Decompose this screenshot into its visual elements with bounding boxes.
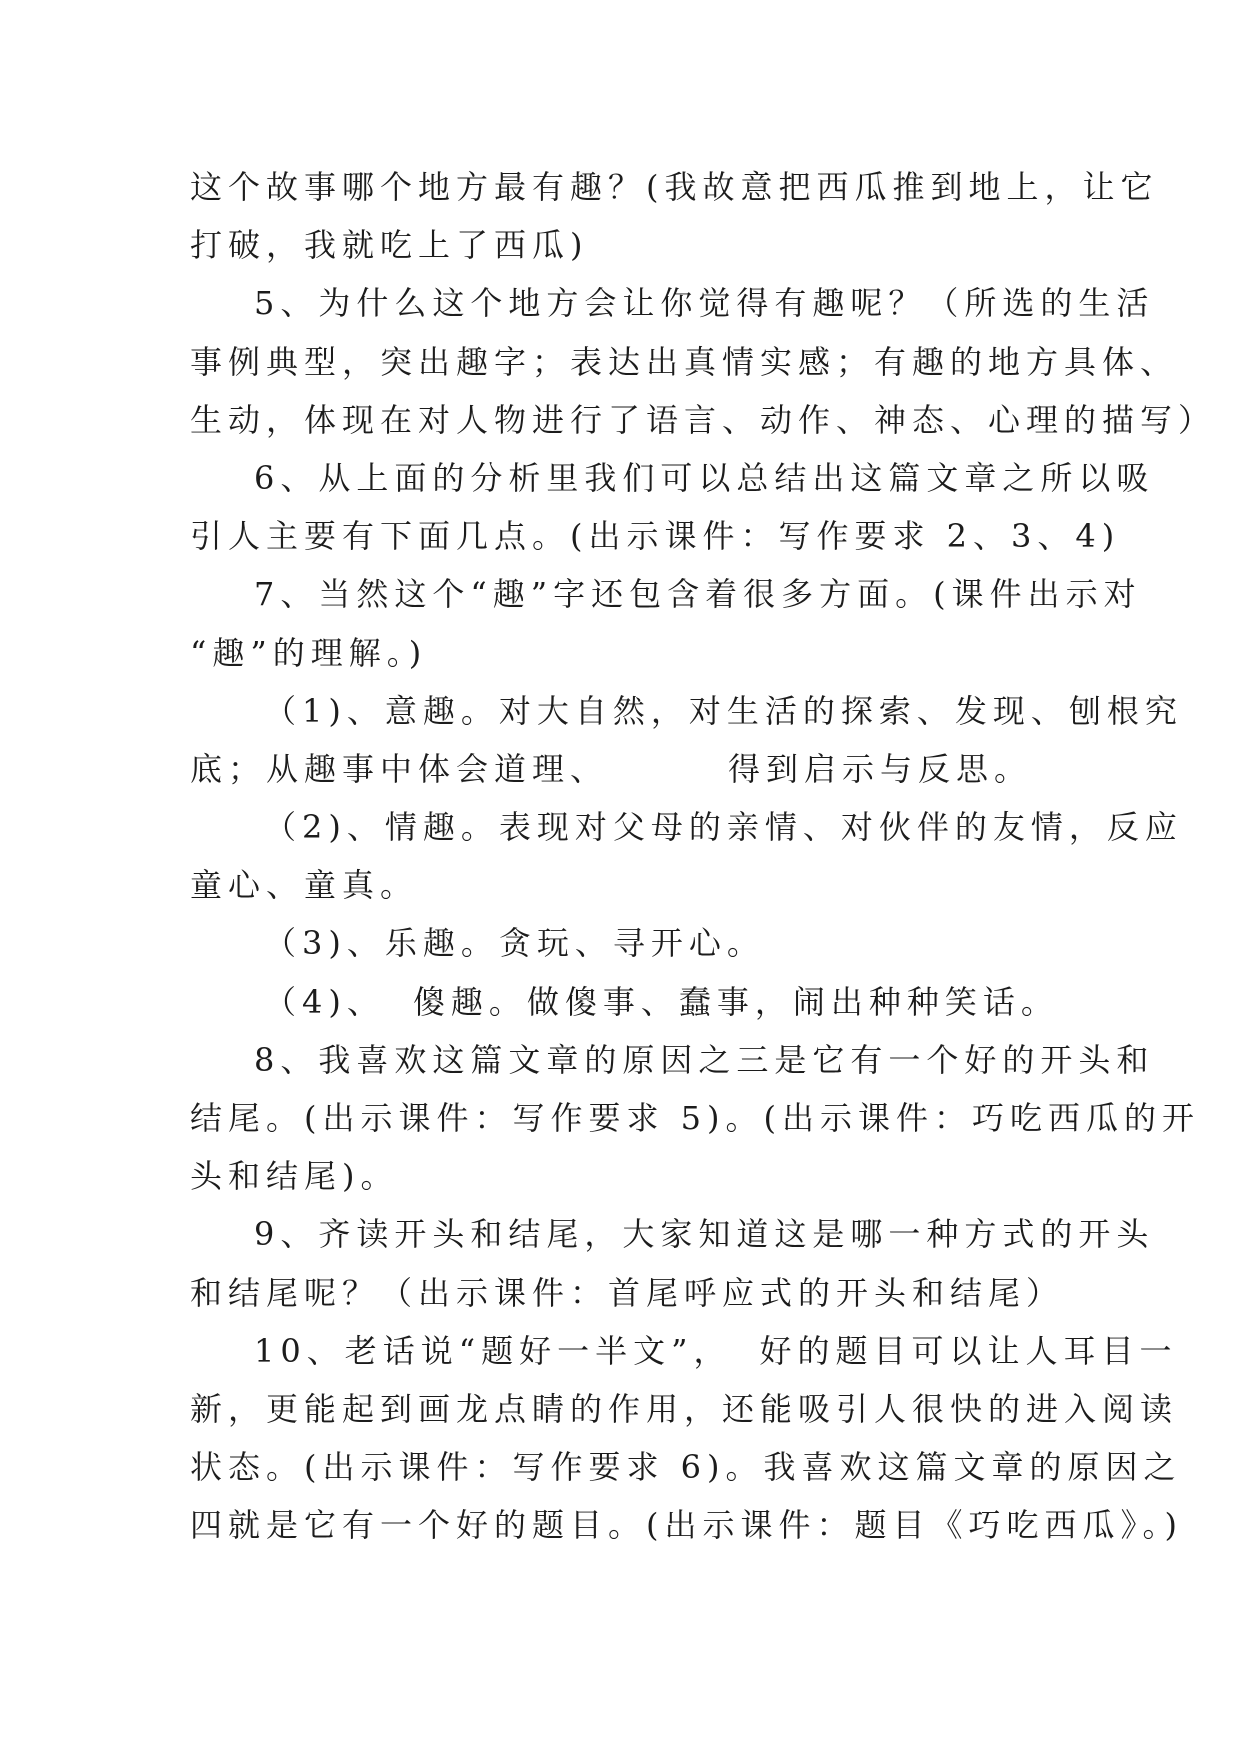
text-line: 新，更能起到画龙点睛的作用，还能吸引人很快的进入阅读 bbox=[190, 1389, 1179, 1428]
text-line: 头和结尾)。 bbox=[190, 1157, 399, 1196]
text-line: 这个故事哪个地方最有趣？(我故意把西瓜推到地上，让它 bbox=[190, 168, 1159, 206]
text-line: 9、齐读开头和结尾，大家知道这是哪一种方式的开头 bbox=[254, 1215, 1155, 1254]
text-line: 生动，体现在对人物进行了语言、动作、神态、心理的描写） bbox=[190, 400, 1217, 439]
text-line: 引人主要有下面几点。(出示课件：写作要求 2、3、4) bbox=[190, 517, 1121, 556]
text-line: 结尾。(出示课件：写作要求 5)。(出示课件：巧吃西瓜的开 bbox=[190, 1099, 1200, 1137]
text-fragment: 底；从趣事中体会道理、 bbox=[190, 749, 609, 788]
text-fragment: （4)、 bbox=[264, 982, 385, 1021]
text-line: （2)、情趣。表现对父母的亲情、对伙伴的友情，反应 bbox=[264, 808, 1183, 847]
text-line: 状态。(出示课件：写作要求 6)。我喜欢这篇文章的原因之 bbox=[190, 1448, 1182, 1487]
text-line: 打破，我就吃上了西瓜) bbox=[190, 226, 589, 265]
document-body bbox=[190, 158, 1217, 1555]
text-line: 童心、童真。 bbox=[190, 866, 419, 905]
text-line: （1)、意趣。对大自然，对生活的探索、发现、刨根究 bbox=[264, 691, 1183, 730]
text-line: 5、为什么这个地方会让你觉得有趣呢？（所选的生活 bbox=[254, 284, 1155, 323]
text-line: （3)、乐趣。贪玩、寻开心。 bbox=[264, 924, 765, 963]
text-line: 事例典型，突出趣字；表达出真情实感；有趣的地方具体、 bbox=[190, 342, 1179, 381]
text-fragment: 傻趣。做傻事、蠢事，闹出种种笑话。 bbox=[412, 982, 1059, 1021]
text-line: 8、我喜欢这篇文章的原因之三是它有一个好的开头和 bbox=[254, 1040, 1155, 1079]
text-line bbox=[190, 740, 1050, 798]
text-fragment: 得到启示与反思。 bbox=[728, 749, 1033, 788]
text-line: 7、当然这个“趣”字还包含着很多方面。(课件出示对 bbox=[254, 575, 1142, 614]
text-line: 四就是它有一个好的题目。(出示课件：题目《巧吃西瓜》。) bbox=[190, 1506, 1183, 1545]
text-line: “趣”的理解。) bbox=[190, 633, 428, 672]
text-fragment: 好的题目可以让人耳目一 bbox=[759, 1331, 1178, 1370]
text-line bbox=[190, 1322, 1178, 1380]
text-line: 和结尾呢？（出示课件：首尾呼应式的开头和结尾） bbox=[190, 1273, 1065, 1312]
text-line: 6、从上面的分析里我们可以总结出这篇文章之所以吸 bbox=[254, 458, 1155, 497]
text-line bbox=[190, 973, 1059, 1031]
text-fragment: 10、老话说“题好一半文”， bbox=[254, 1331, 732, 1370]
